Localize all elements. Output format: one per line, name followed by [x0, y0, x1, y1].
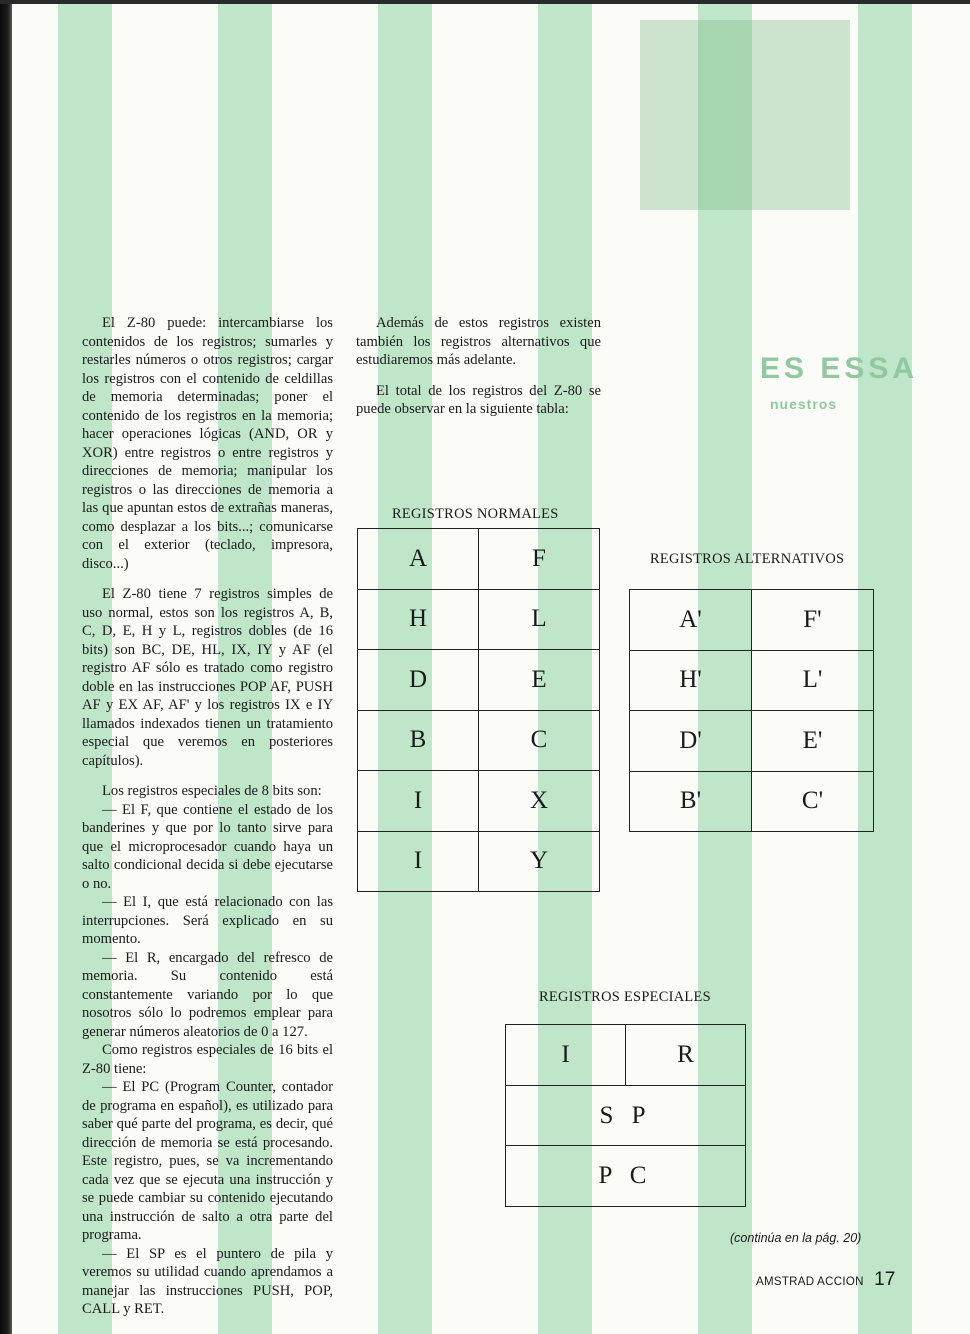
bleed-through-block: [640, 20, 850, 210]
register-cell: I: [358, 771, 479, 832]
table-row: [358, 771, 600, 832]
paragraph-special-8bit-intro: Los registros especiales de 8 bits son:: [102, 783, 322, 799]
table-row: [358, 831, 600, 892]
paragraph-register-sp: — El SP es el puntero de pila y veremos su utilidad cuando aprendamos a manejar las instrucciones PUSH, POP, CALL y RET.: [82, 1245, 333, 1317]
register-cell: B: [358, 710, 479, 771]
register-cell: L: [479, 589, 600, 650]
register-cell: H: [358, 589, 479, 650]
register-cell: Y: [479, 831, 600, 892]
register-cell: I: [358, 831, 479, 892]
register-cell: D: [358, 650, 479, 711]
register-cell: D': [630, 711, 752, 772]
paragraph-register-r: — El R, encargado del refresco de memoria. Su contenido está constantemente variando por lo que nosotros sólo lo podremos emplear para generar números aleatorios de 0 a 127.: [82, 949, 333, 1040]
magazine-name: AMSTRAD ACCION: [756, 1276, 864, 1288]
register-cell-pc: P C: [506, 1146, 746, 1207]
table-row: [506, 1146, 746, 1207]
register-cell: F: [479, 529, 600, 590]
bleed-through-subtitle: nuestros: [770, 396, 838, 412]
paragraph-alternative-registers: Además de estos registros existen también los registros alternativos que estudiaremos más adelante.: [356, 315, 601, 368]
paragraph-register-pc: — El PC (Program Counter, contador de programa en español), es utilizado para saber qué parte del programa, es decir, qué dirección de memoria se está procesando. Este registro, pues, se va incrementando cada vez que se ejecuta una instrucción y se puede cambiar su contenido ejecutando una instrucción de salto a otra parte del programa.: [82, 1079, 333, 1243]
paragraph-capabilities: El Z-80 puede: intercambiarse los contenidos de los registros; sumarles y restarles números o otros registros; cargar los registros con el contenido de celdillas de memoria determinadas; poner el contenido de los registros en la memoria; hacer operaciones lógicas (AND, OR y XOR) entre registros o entre registros y direcciones de memoria; manipular los registros o las direcciones de memoria a las que apuntan estos de extrañas maneras, como desplazar a los bits...; comunicarse con el exterior (teclado, impresora, disco...): [82, 315, 333, 572]
paragraph-register-f: — El F, que contiene el estado de los banderines y que por lo tanto sirve para que el microprocesador cuando haya un salto condicional decida si debe ejecutarse o no.: [82, 801, 333, 892]
table-row: [630, 650, 874, 711]
middle-text-column: [356, 314, 601, 419]
table-row: [358, 589, 600, 650]
register-cell: E': [752, 711, 874, 772]
register-cell: R: [626, 1025, 746, 1086]
register-cell: B': [630, 771, 752, 832]
paragraph-special-16bit-intro: Como registros especiales de 16 bits el Z-80 tiene:: [82, 1042, 333, 1077]
paragraph-register-i: — El I, que está relacionado con las interrupciones. Será explicado en su momento.: [82, 894, 333, 947]
page-footer: [756, 1269, 895, 1291]
page-number: 17: [874, 1269, 896, 1290]
alternative-registers-table: [629, 589, 874, 832]
register-cell: H': [630, 650, 752, 711]
normal-registers-table: [357, 528, 600, 892]
table-row: [506, 1085, 746, 1146]
paragraph-table-intro: El total de los registros del Z-80 se puede observar en la siguiente tabla:: [356, 382, 601, 417]
table-row: [630, 771, 874, 832]
left-text-column: [82, 314, 333, 1319]
paragraph-simple-registers: El Z-80 tiene 7 registros simples de uso normal, estos son los registros A, B, C, D, E, H y L, registros dobles (de 16 bits) son BC, DE, HL, IX, IY y AF (el registro AF sólo es tratado como registro doble en las instrucciones POP AF, PUSH AF y EX AF, AF' y los registros IX e IY llamados indexados tienen un tratamiento especial que veremos en posteriores capítulos).: [82, 586, 333, 769]
table-row: [506, 1025, 746, 1086]
normal-registers-title: REGISTROS NORMALES: [392, 506, 559, 522]
bleed-through-title: ES ESSA: [760, 352, 919, 385]
register-cell: X: [479, 771, 600, 832]
table-row: [630, 711, 874, 772]
alternative-registers-title: REGISTROS ALTERNATIVOS: [650, 551, 845, 567]
special-registers-table: [505, 1024, 746, 1207]
table-row: [358, 529, 600, 590]
register-cell: I: [506, 1025, 626, 1086]
page-binding-shadow: [0, 0, 12, 1334]
register-cell: E: [479, 650, 600, 711]
table-row: [630, 590, 874, 651]
table-row: [358, 710, 600, 771]
register-cell: A: [358, 529, 479, 590]
register-cell-sp: S P: [506, 1085, 746, 1146]
register-cell: C': [752, 771, 874, 832]
continuation-note: (continúa en la pág. 20): [730, 1231, 862, 1245]
table-row: [358, 650, 600, 711]
register-cell: C: [479, 710, 600, 771]
register-cell: L': [752, 650, 874, 711]
special-registers-title: REGISTROS ESPECIALES: [539, 989, 711, 1005]
register-cell: F': [752, 590, 874, 651]
register-cell: A': [630, 590, 752, 651]
page-top-edge: [0, 0, 970, 4]
